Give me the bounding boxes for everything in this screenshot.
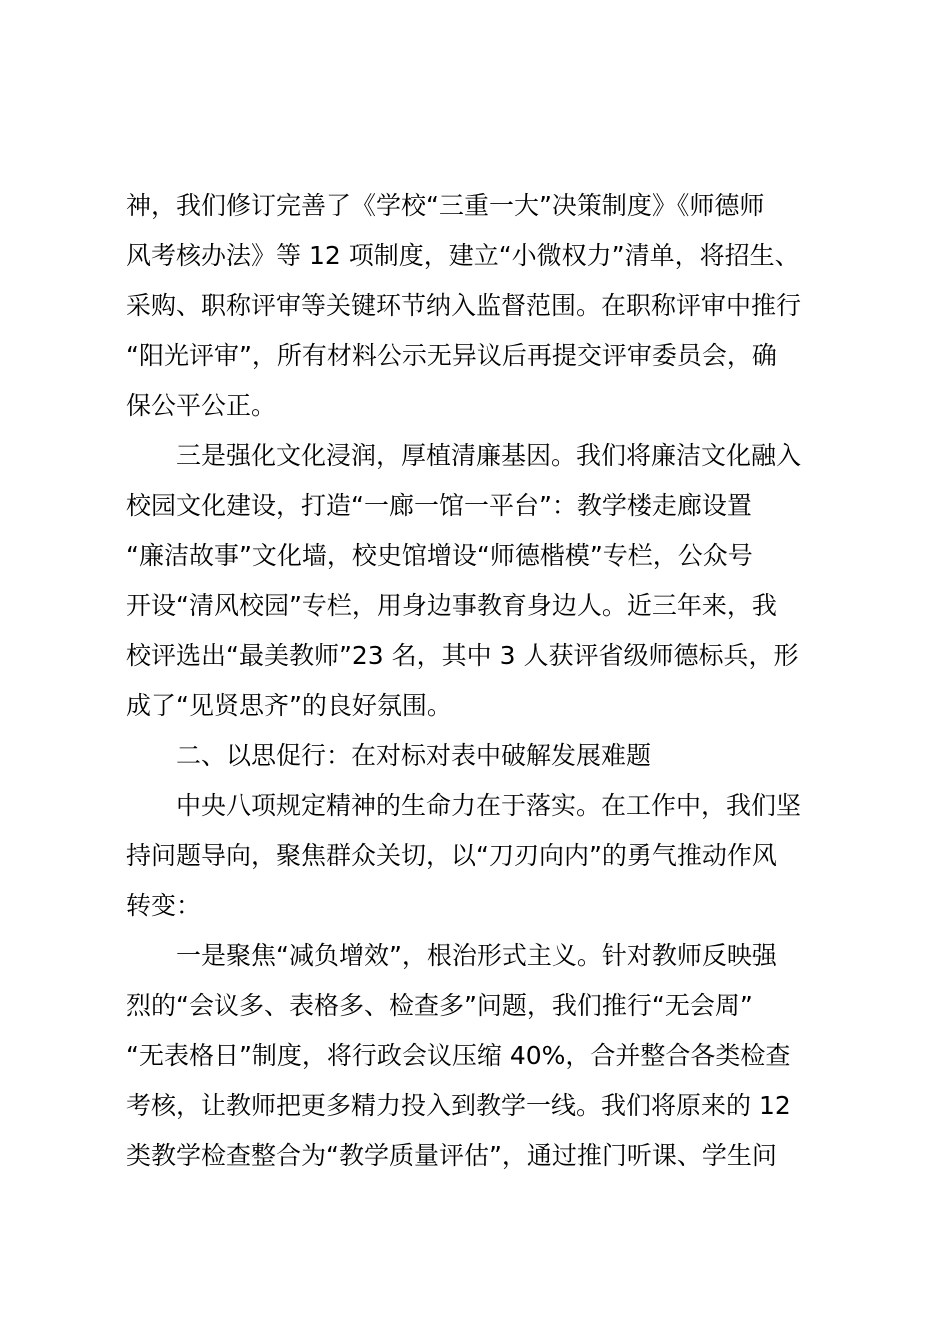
text-line: 转变： <box>126 891 202 920</box>
text-line: 开设“清风校园”专栏，用身边事教育身边人。近三年来，我 <box>126 591 777 620</box>
paragraph-first-line: 一是聚焦“减负增效”，根治形式主义。针对教师反映强 <box>176 941 777 970</box>
text-line: “廉洁故事”文化墙，校史馆增设“师德楷模”专栏，公众号 <box>126 541 753 570</box>
text-line: 类教学检查整合为“教学质量评估”，通过推门听课、学生问 <box>126 1141 777 1170</box>
text-line: “无表格日”制度，将行政会议压缩 40%，合并整合各类检查 <box>126 1041 791 1070</box>
text-line: 采购、职称评审等关键环节纳入监督范围。在职称评审中推行 <box>126 291 802 320</box>
text-line: 烈的“会议多、表格多、检查多”问题，我们推行“无会周” <box>126 991 753 1020</box>
text-line: 考核，让教师把更多精力投入到教学一线。我们将原来的 12 <box>126 1091 791 1120</box>
text-line: “阳光评审”，所有材料公示无异议后再提交评审委员会，确 <box>126 341 777 370</box>
text-line: 校评选出“最美教师”23 名，其中 3 人获评省级师德标兵，形 <box>126 641 799 670</box>
paragraph-first-line: 三是强化文化浸润，厚植清廉基因。我们将廉洁文化融入 <box>176 441 802 470</box>
text-line: 成了“见贤思齐”的良好氛围。 <box>126 691 452 720</box>
text-line: 持问题导向，聚焦群众关切，以“刀刃向内”的勇气推动作风 <box>126 841 777 870</box>
text-line: 校园文化建设，打造“一廊一馆一平台”：教学楼走廊设置 <box>126 491 752 520</box>
section-heading: 二、以思促行：在对标对表中破解发展难题 <box>176 741 652 770</box>
paragraph-first-line: 中央八项规定精神的生命力在于落实。在工作中，我们坚 <box>176 791 802 820</box>
text-line: 风考核办法》等 12 项制度，建立“小微权力”清单，将招生、 <box>126 241 800 270</box>
text-line: 保公平公正。 <box>126 391 277 420</box>
text-line: 神，我们修订完善了《学校“三重一大”决策制度》《师德师 <box>126 191 765 220</box>
